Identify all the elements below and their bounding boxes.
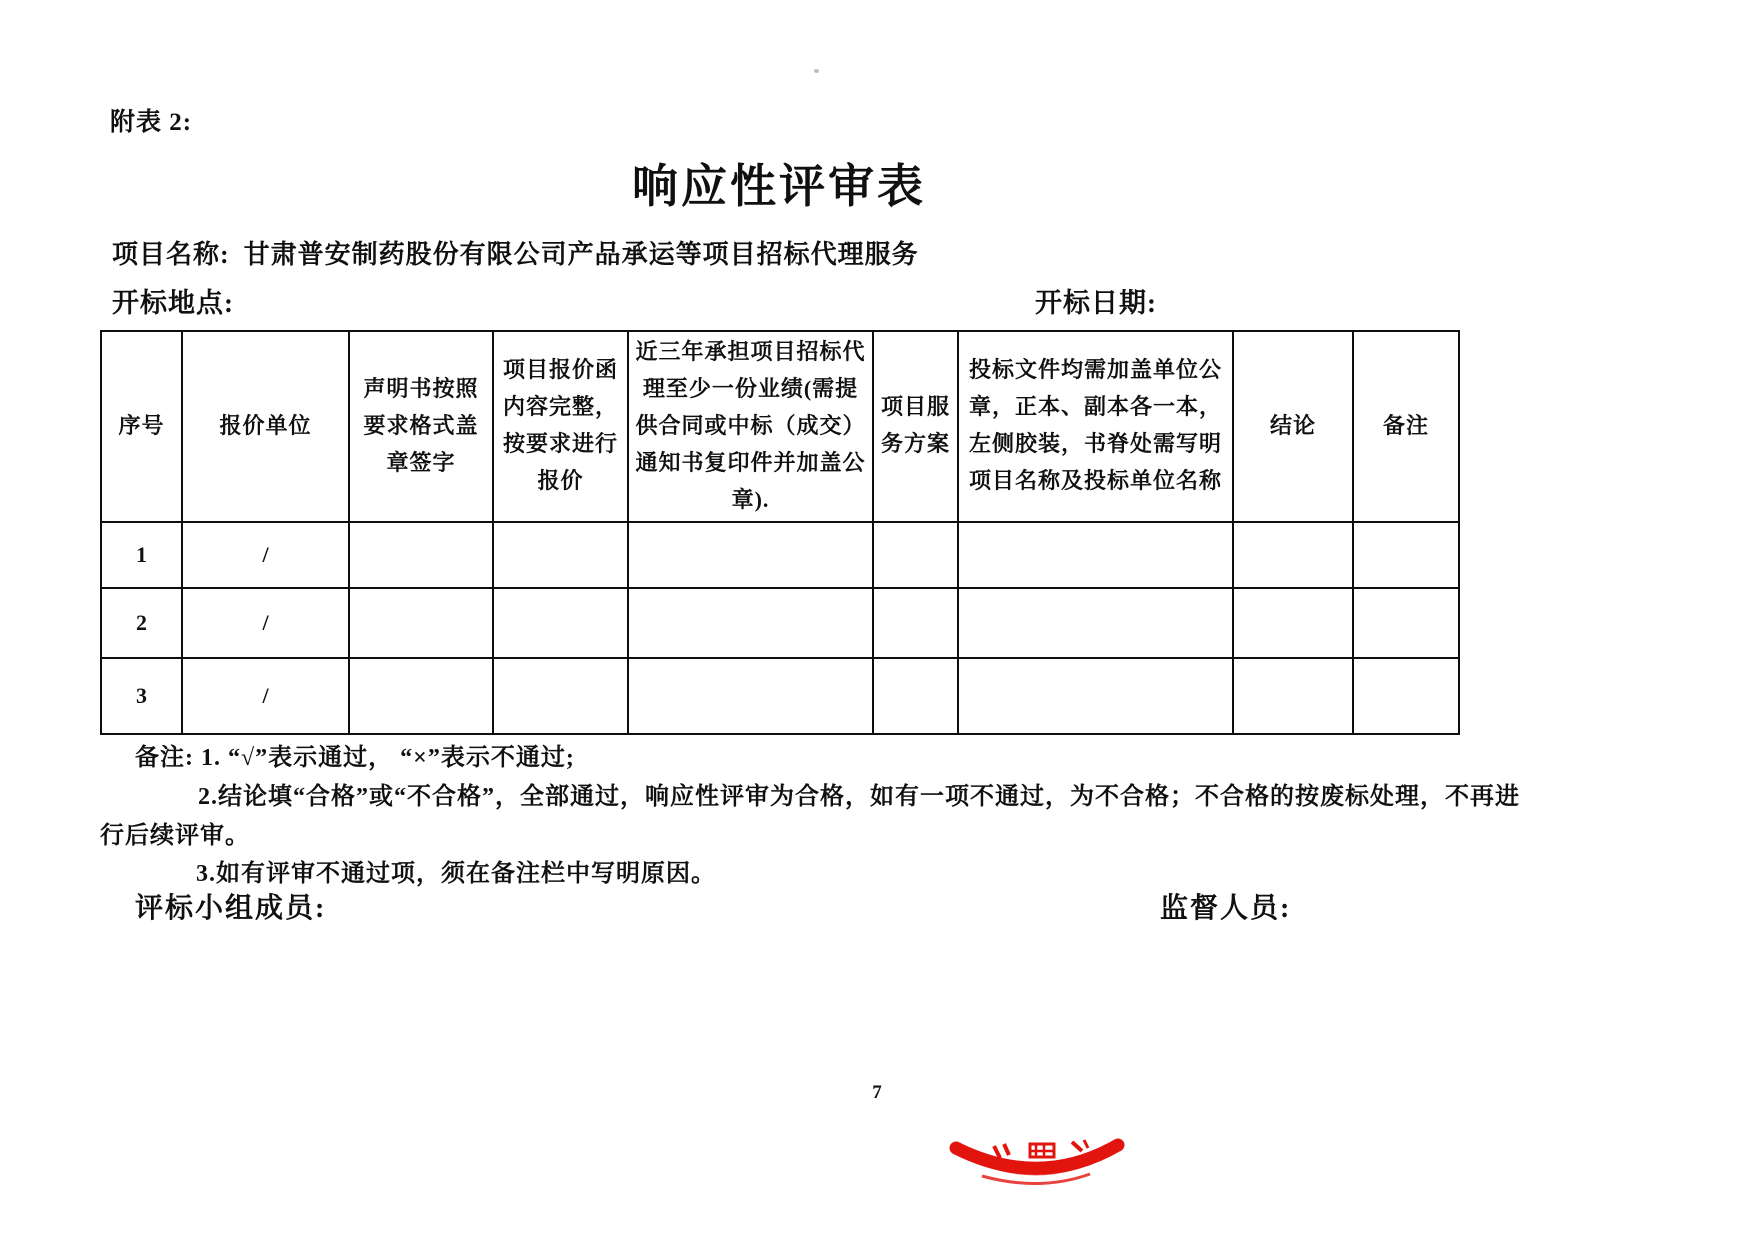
responsiveness-review-table	[100, 330, 1460, 735]
notes-line-4: 3.如有评审不通过项，须在备注栏中写明原因。	[196, 861, 716, 887]
header-seq: 序号	[101, 331, 182, 522]
notes-line-2: 2.结论填“合格”或“不合格”，全部通过，响应性评审为合格，如有一项不通过，为不合格；不合格的按废标处理，不再进	[198, 784, 1520, 810]
cell-remarks	[1353, 588, 1459, 658]
cell-bidder: /	[182, 658, 349, 734]
cell-declaration	[349, 588, 493, 658]
table-row	[101, 522, 1459, 588]
page-title: 响应性评审表	[632, 160, 926, 212]
notes-line-1: 备注: 1. “√”表示通过， “×”表示不通过;	[135, 745, 575, 771]
bid-date-label: 开标日期:	[1035, 288, 1157, 318]
cell-bidder: /	[182, 588, 349, 658]
cell-binding	[958, 522, 1233, 588]
cell-track-record	[628, 522, 873, 588]
cell-conclusion	[1233, 522, 1353, 588]
header-track-record: 近三年承担项目招标代理至少一份业绩(需提供合同或中标（成交）通知书复印件并加盖公章).	[628, 331, 873, 522]
header-conclusion: 结论	[1233, 331, 1353, 522]
cell-binding	[958, 658, 1233, 734]
cell-quote-letter	[493, 522, 628, 588]
cell-seq: 3	[101, 658, 182, 734]
cell-track-record	[628, 588, 873, 658]
attachment-label: 附表 2:	[110, 109, 193, 136]
project-name-line	[112, 234, 919, 271]
header-declaration: 声明书按照要求格式盖章签字	[349, 331, 493, 522]
cell-declaration	[349, 522, 493, 588]
cell-quote-letter	[493, 658, 628, 734]
project-name-label: 项目名称:	[112, 240, 230, 269]
cell-service-plan	[873, 522, 958, 588]
cell-remarks	[1353, 658, 1459, 734]
project-name-value: 甘肃普安制药股份有限公司产品承运等项目招标代理服务	[243, 240, 919, 269]
page-number: 7	[872, 1082, 882, 1103]
supervisor-label: 监督人员:	[1160, 893, 1292, 924]
header-quote-letter: 项目报价函内容完整，按要求进行报价	[493, 331, 628, 522]
cell-service-plan	[873, 588, 958, 658]
scan-speck	[814, 69, 819, 73]
header-binding-requirements: 投标文件均需加盖单位公章，正本、副本各一本，左侧胶装，书脊处需写明项目名称及投标单位名称	[958, 331, 1233, 522]
cell-bidder: /	[182, 522, 349, 588]
notes-line-3: 行后续评审。	[100, 823, 250, 849]
cell-seq: 2	[101, 588, 182, 658]
cell-quote-letter	[493, 588, 628, 658]
table-header-row	[101, 331, 1459, 522]
table-row	[101, 658, 1459, 734]
header-service-plan: 项目服务方案	[873, 331, 958, 522]
official-seal-partial-icon	[938, 1132, 1138, 1202]
header-remarks: 备注	[1353, 331, 1459, 522]
cell-binding	[958, 588, 1233, 658]
cell-remarks	[1353, 522, 1459, 588]
bid-location-label: 开标地点:	[112, 288, 234, 318]
cell-seq: 1	[101, 522, 182, 588]
cell-conclusion	[1233, 658, 1353, 734]
header-bidder: 报价单位	[182, 331, 349, 522]
table-row	[101, 588, 1459, 658]
cell-service-plan	[873, 658, 958, 734]
cell-track-record	[628, 658, 873, 734]
evaluation-team-label: 评标小组成员:	[135, 893, 327, 924]
cell-declaration	[349, 658, 493, 734]
cell-conclusion	[1233, 588, 1353, 658]
